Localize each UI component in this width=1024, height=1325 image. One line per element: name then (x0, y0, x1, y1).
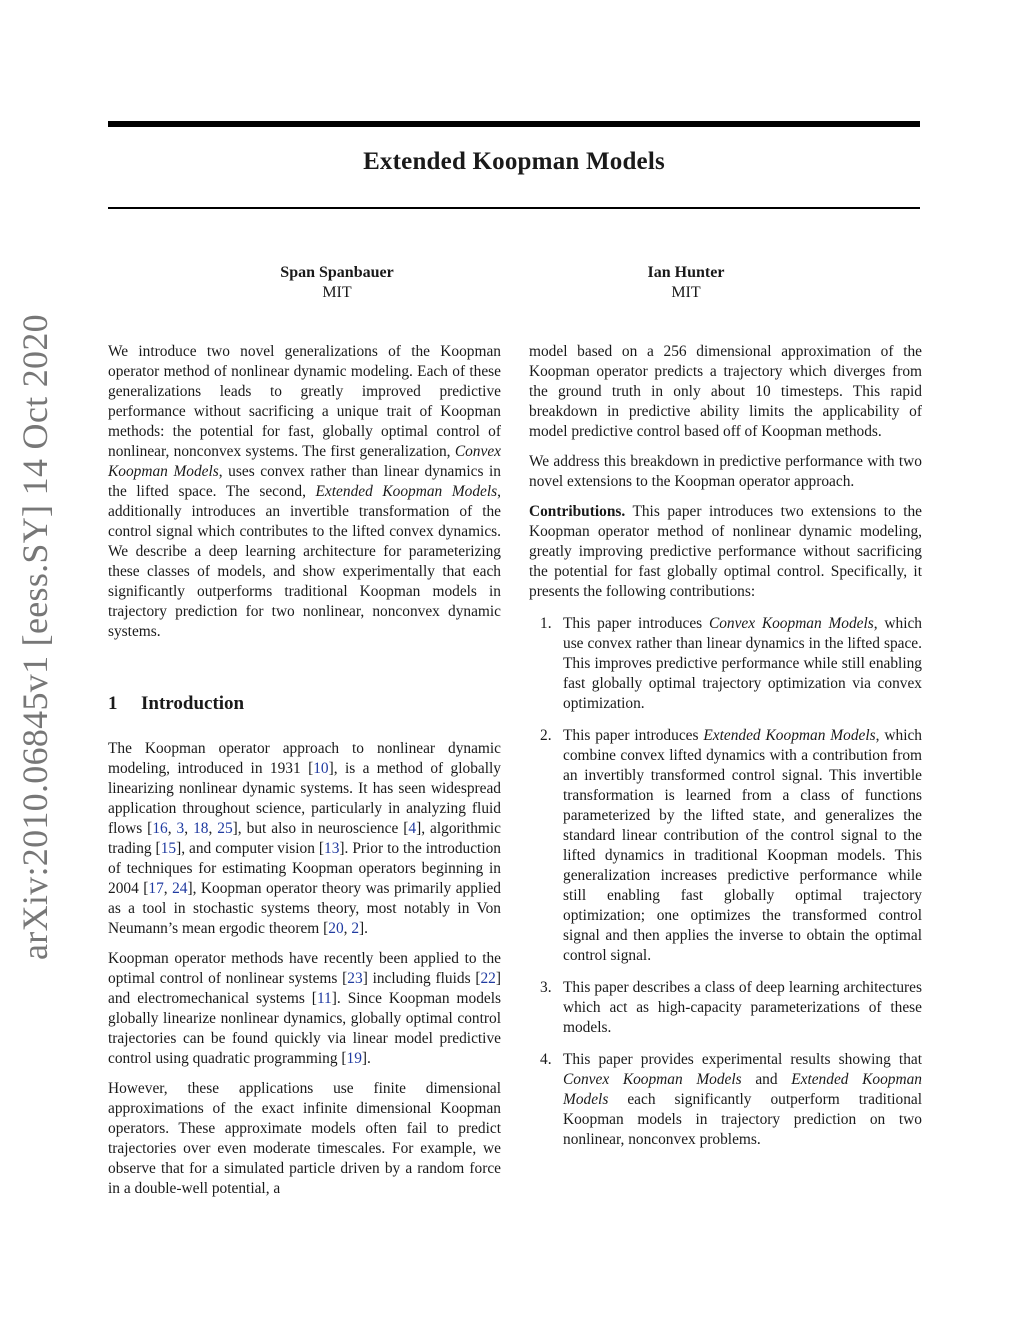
citation-link[interactable]: 13 (324, 840, 340, 857)
citation-link[interactable]: 10 (313, 760, 329, 777)
section-number: 1 (108, 693, 118, 714)
citation-link[interactable]: 4 (408, 820, 417, 837)
citation-link[interactable]: 18 (193, 820, 209, 837)
contributions-paragraph: Contributions. This paper introduces two extensions to the Koopman operator method of nonlinear dynamic modeling, greatly improving predictive performance without sacrificing the potential for fast globally optimal control. Specifically, it presents the following contributions: (529, 503, 922, 600)
citation-link[interactable]: 16 (152, 820, 168, 837)
title-top-rule (108, 121, 920, 127)
intro-paragraph-3: However, these applications use finite dimensional approximations of the exact infinite dimensional Koopman operators. These approximate models often fail to predict trajectories over even moderate timescales. For example, we observe that for a simulated particle driven by a random force in a double-well potential, a (108, 1080, 501, 1197)
citation-link[interactable]: 2 (351, 920, 360, 937)
contributions-heading: Contributions. (529, 503, 626, 520)
citation-link[interactable]: 20 (328, 920, 344, 937)
author-name: Ian Hunter (647, 264, 725, 281)
author-block (566, 263, 806, 303)
citation-link[interactable]: 22 (480, 970, 496, 987)
citation-link[interactable]: 15 (160, 840, 177, 857)
right-paragraph-1: model based on a 256 dimensional approximation of the Koopman operator predicts a trajectory which diverges from the ground truth in only about 10 timesteps. This rapid breakdown in predictive ability limits the applicability of model predictive control based off of Koopman methods. (529, 343, 922, 440)
author-affiliation: MIT (671, 284, 701, 301)
intro-paragraph-2: Koopman operator methods have recently been applied to the optimal control of nonlinear systems [23] including fluids [22] and electromechanical systems [11]. Since Koopman models globally linearize nonlinear dynamics, globally optimal control trajectories can be found quickly via linear model predictive control using quadratic programming [19]. (108, 950, 501, 1067)
right-column (529, 342, 922, 1162)
citation-link[interactable]: 11 (316, 990, 332, 1007)
author-block (217, 263, 457, 303)
list-item: 4. This paper provides experimental results showing that Convex Koopman Models and Extended Koopman Models each significantly outperform traditional Koopman models in trajectory prediction on two nonlinear, nonconvex problems. (540, 1051, 922, 1148)
list-item: 2. This paper introduces Extended Koopman Models, which combine convex lifted dynamics with a contribution from an invertibly transformed control signal. This invertible transformation is learned from a class of functions parameterized by the lifted state, and generalizes the standard linear contribution of the control signal to the lifted dynamics in traditional Koopman models. This generalization increases predictive performance while still enabling fast globally optimal trajectory optimization; one optimizes the transformed control signal and then applies the inverse to obtain the optimal control signal. (540, 727, 922, 964)
title-bottom-rule (108, 207, 920, 209)
section-title: Introduction (141, 693, 245, 714)
citation-link[interactable]: 19 (346, 1050, 362, 1067)
introduction-body (108, 739, 501, 1209)
citation-link[interactable]: 3 (176, 820, 185, 837)
list-item: 3. This paper describes a class of deep learning architectures which act as high-capacity parameterizations of these models. (540, 979, 922, 1036)
section-heading-introduction (108, 693, 501, 715)
arxiv-identifier-stamp: arXiv:2010.06845v1 [eess.SY] 14 Oct 2020 (15, 314, 55, 960)
citation-link[interactable]: 25 (217, 820, 233, 837)
paper-title: Extended Koopman Models (363, 148, 665, 175)
intro-paragraph-1: The Koopman operator approach to nonlinear dynamic modeling, introduced in 1931 [10], is a method of globally linearizing nonlinear dynamic systems. It has seen widespread application throughout science, particularly in analyzing fluid flows [16, 3, 18, 25], but also in neuroscience [4], algorithmic trading [15], and computer vision [13]. Prior to the introduction of techniques for estimating Koopman operators beginning in 2004 [17, 24], Koopman operator theory was primarily applied as a tool in stochastic systems theory, most notably in Von Neumann’s mean ergodic theorem [20, 2]. (108, 740, 501, 937)
list-item: 1. This paper introduces Convex Koopman Models, which use convex rather than linear dynamics in the lifted space. This improves predictive performance while still enabling fast globally optimal trajectory optimization via convex optimization. (540, 615, 923, 712)
author-name: Span Spanbauer (280, 264, 394, 281)
citation-link[interactable]: 24 (172, 880, 188, 897)
abstract-paragraph: We introduce two novel generalizations of the Koopman operator method of nonlinear dynamic modeling. Each of these generalizations leads to greatly improved predictive performance without sacrificing a unique trait of Koopman methods: the potential for fast, globally optimal control of nonlinear, nonconvex systems. The first generalization, Convex Koopman Models, uses convex rather than linear dynamics in the lifted space. The second, Extended Koopman Models, additionally introduces an invertible transformation of the control signal which contributes to the lifted convex dynamics. We describe a deep learning architecture for parameterizing these classes of models, and show experimentally that each significantly outperforms traditional Koopman models in trajectory prediction for two nonlinear, nonconvex dynamic systems. (108, 343, 502, 640)
citation-link[interactable]: 23 (347, 970, 363, 987)
contributions-list (529, 614, 922, 1150)
right-paragraph-2: We address this breakdown in predictive performance with two novel extensions to the Koopman operator approach. (529, 453, 922, 490)
author-affiliation: MIT (322, 284, 352, 301)
abstract (108, 342, 501, 652)
citation-link[interactable]: 17 (148, 880, 164, 897)
